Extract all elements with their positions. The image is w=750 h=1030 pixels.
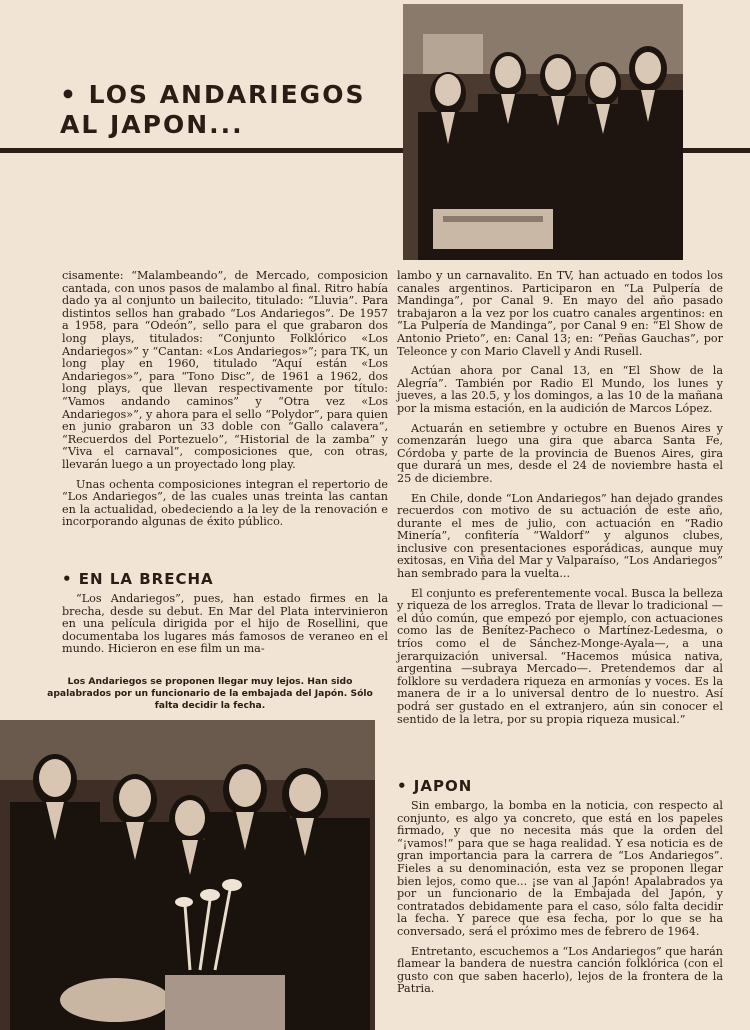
photo-caption: Los Andariegos se proponen llegar muy lejos. Han sido apalabrados por un funcionario de la embajada del Japón. Sólo falta decidir la fecha. xyxy=(47,676,373,711)
left-column xyxy=(62,270,388,536)
right-paragraph-7: Entretanto, escuchemos a “Los Andariegos” que harán flamear la bandera de nuestra canción folklórica (con el gusto con que saben hacerlo), lejos de la frontera de la Patria. xyxy=(397,944,723,996)
right-paragraph-3: Actuarán en setiembre y octubre en Buenos Aires y comenzarán luego una gira que abarca Santa Fe, Córdoba y parte de la provincia de Buenos Aires, gira que durará un mes, desde el 24 de noviembre hasta el 25 de diciembre. xyxy=(397,421,723,485)
right-paragraph-5: El conjunto es preferentemente vocal. Busca la belleza y riqueza de los arreglos. Trata de llevar lo tradicional —el dúo común, que empezó por ejemplo, con actuaciones como las de Benítez-Pacheco o Martínez-Ledesma, o tríos como el de Sánchez-Monge-Ayala—, a una jerarquización universal. “Hacemos música nativa, argentina —subraya Mercado—. Pretendemos dar al folklore su verdadera riqueza en armonías y voces. Es la manera de ir a lo universal dentro de lo nuestro. Así podrá ser gustado en el extranjero, aún sin conocer el sentido de la letra, por su propia riqueza musical.” xyxy=(397,586,723,726)
left-column-lower xyxy=(62,593,388,663)
left-paragraph-2: Unas ochenta composiciones integran el repertorio de “Los Andariegos”, de las cuales unas treinta las cantan en la actualidad, obedeciendo a la ley de la renovación e incorporando algunas de éxito público. xyxy=(62,477,388,529)
subhead-japon: • JAPON xyxy=(397,777,473,795)
group-photo-bottom xyxy=(0,720,375,1030)
right-paragraph-2: Actúan ahora por Canal 13, en “El Show de la Alegría”. También por Radio El Mundo, los lunes y jueves, a las 20.5, y los domingos, a las 10 de la mañana por la misma estación, en la audición de Marcos López. xyxy=(397,364,723,415)
right-column-lower xyxy=(397,800,723,1003)
subhead-en-la-brecha: • EN LA BRECHA xyxy=(62,570,214,588)
right-paragraph-4: En Chile, donde “Lon Andariegos” han dejado grandes recuerdos con motivo de su actuación de este año, durante el mes de julio, con actuación en “Radio Minería”, confitería “Waldorf” y algunos clubes, inclusive con presentaciones esporádicas, aunque muy exitosas, en Viña del Mar y Valparaíso, “Los Andariegos” han sembrado para la vuelta... xyxy=(397,491,723,581)
right-paragraph-1: lambo y un carnavalito. En TV, han actuado en todos los canales argentinos. Participaron en “La Pulpería de Mandinga”, por Canal 9. En mayo del año pasado trabajaron a la vez por los cuatro canales argentinos: en “La Pulpería de Mandinga”, por Canal 9 en: “El Show de Antonio Prieto”, en: Canal 13; en: “Peñas Gauchas”, por Teleonce y con Mario Clavell y Andi Rusell. xyxy=(397,269,723,358)
headline-line-1: • LOS ANDARIEGOS xyxy=(60,80,366,109)
right-paragraph-6: Sin embargo, la bomba en la noticia, con respecto al conjunto, es algo ya concreto, que está en los papeles firmado, y que no necesita más que la orden del “¡vamos!” para que se haga realidad. Y esa noticia es de gran importancia para la carrera de “Los Andariegos”. Fieles a su denominación, esta vez se proponen llegar bien lejos, como que... ¡se van al Japón! Apalabrados ya por un funcionario de la Embajada del Japón, y contratados debidamente para el caso, sólo falta decidir la fecha. Y parece que esa fecha, por lo que se ha conversado, será el próximo mes de febrero de 1964. xyxy=(397,799,723,938)
left-paragraph-1: cisamente: “Malambeando”, de Mercado, composicion cantada, con unos pasos de malambo al final. Ritro había dado ya al conjunto un bailecito, titulado: “Lluvia”. Para distintos sellos han grabado “Los Andariegos”. De 1957 a 1958, para “Odeón”, sello para el que grabaron dos long plays, titulados: “Conjunto Folklórico «Los Andariegos»” y “Cantan: «Los Andariegos»”; para TK, un long play en 1960, titulado “Aquí están «Los Andariegos»”, para “Tono Disc”, de 1961 a 1962, dos long plays, que llevan respectivamente por título: “Vamos andando caminos” y “Otra vez «Los Andariegos»”, y ahora para el sello “Polydor”, para quien en junio grabaron un 33 doble con “Gallo calavera”, “Recuerdos del Portezuelo”, “Historial de la zamba” y “Viva el carnaval”, composiciones que, con otras, llevarán luego a un proyectado long play. xyxy=(62,269,388,471)
group-photo-top xyxy=(403,4,683,260)
headline-line-2: AL JAPON... xyxy=(60,110,244,139)
left-paragraph-3: “Los Andariegos”, pues, han estado firmes en la brecha, desde su debut. En Mar del Plata intervinieron en una película dirigida por el hijo de Rosellini, que documentaba los lugares más famosos de veraneo en el mundo. Hicieron en ese film un ma- xyxy=(62,592,388,656)
article-headline xyxy=(60,80,390,140)
right-column xyxy=(397,270,723,733)
